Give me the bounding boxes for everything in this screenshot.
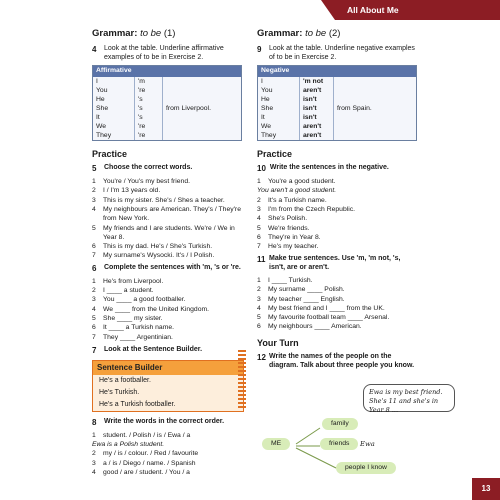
list-item: 1 He's from Liverpool. [92, 277, 164, 285]
builder-line: He's a Turkish footballer. [99, 400, 176, 408]
list-item: 3 My teacher ____ English. [257, 295, 345, 303]
list-item: 2 my / is / colour. / Red / favourite [92, 450, 199, 458]
diagram-friends: friends [320, 438, 358, 450]
list-item: 4 She's Polish. [257, 215, 308, 223]
rest-column: from Liverpool. [166, 104, 211, 112]
list-item: 1 I ____ Turkish. [257, 276, 313, 284]
list-item: 3 a / is / Diego / name. / Spanish [92, 459, 196, 467]
your-turn-heading: Your Turn [257, 337, 299, 348]
forms-column: 'm not aren't isn't isn't isn't aren't aren't [300, 77, 334, 140]
diagram-ewa: Ewa [360, 440, 375, 448]
right-column [257, 28, 417, 374]
decorative-stripes [238, 348, 246, 408]
exercise-11-list [257, 276, 417, 332]
list-item: 7 My surname's Wysocki. It's / I Polish. [92, 252, 215, 260]
list-item: 5 My favourite football team ____ Arsenal. [257, 314, 390, 322]
diagram-me: ME [262, 438, 290, 450]
list-item: 2 It's a Turkish name. [257, 196, 327, 204]
list-item: 5 My friends and I are students. We're / We in Year 8. [92, 224, 235, 241]
exercise-10: 10 Write the sentences in the negative. [257, 164, 389, 174]
negative-table [257, 65, 417, 140]
list-item: 5 She ____ my sister. [92, 314, 163, 322]
exercise-7: 7 Look at the Sentence Builder. [92, 345, 203, 355]
list-item: 4 My best friend and I ____ from the UK. [257, 304, 385, 312]
list-item: 1 You're a good student. [257, 178, 336, 186]
example-answer: Ewa is a Polish student. [92, 441, 165, 449]
rest-column: from Spain. [337, 104, 372, 112]
exercise-6-list [92, 277, 242, 342]
list-item: 1 student. / Polish / is / Ewa / a [92, 431, 191, 439]
list-item: 3 You ____ a good footballer. [92, 296, 186, 304]
left-column [92, 28, 242, 477]
exercise-9: 9 Look at the table. Underline negative examples of to be in Exercise 2. [257, 44, 415, 61]
exercise-5-list [92, 177, 242, 261]
exercise-11: 11 Make true sentences. Use 'm, 'm not, 's, isn't, are or aren't. [257, 255, 401, 272]
list-item: 7 They ____ Argentinian. [92, 333, 173, 341]
list-item: 6 My neighbours ____ American. [257, 323, 362, 331]
page-number: 13 [472, 478, 500, 500]
list-item: 1 You're / You's my best friend. [92, 178, 190, 186]
list-item: 3 This is my sister. She's / Shes a teacher. [92, 196, 225, 204]
builder-line: He's Turkish. [99, 388, 140, 396]
subjects-column: I You He She It We They [93, 77, 135, 140]
people-diagram [250, 412, 450, 480]
grammar-heading-1: Grammar: to be (1) [92, 28, 176, 39]
exercise-12: 12 Write the names of the people on the diagram. Talk about three people you know. [257, 353, 415, 369]
exercise-8-list [92, 431, 242, 477]
grammar-heading-2: Grammar: to be (2) [257, 28, 341, 39]
chapter-tab [335, 0, 500, 20]
list-item: 5 We're friends. [257, 224, 310, 232]
list-item: 4 We ____ from the United Kingdom. [92, 305, 210, 313]
builder-line: He's a footballer. [99, 376, 151, 384]
sentence-builder [92, 360, 244, 412]
table-header: Affirmative [93, 66, 241, 76]
list-item: 2 I / I'm 13 years old. [92, 187, 161, 195]
list-item: 6 They're in Year 8. [257, 233, 321, 241]
table-header: Negative [258, 66, 416, 76]
diagram-family: family [322, 418, 358, 430]
list-item: 3 I'm from the Czech Republic. [257, 206, 356, 213]
list-item: 4 good / are / student. / You / a [92, 469, 190, 477]
exercise-4: 4 Look at the table. Underline affirmative examples of to be in Exercise 2. [92, 44, 224, 61]
list-item: 2 My surname ____ Polish. [257, 286, 345, 294]
exercise-8: 8 Write the words in the correct order. [92, 417, 225, 427]
example-answer: You aren't a good student. [257, 187, 337, 195]
list-item: 6 This is my dad. He's / She's Turkish. [92, 243, 213, 251]
exercise-5: 5 Choose the correct words. [92, 164, 193, 174]
diagram-people: people I know [336, 462, 396, 474]
practice-heading: Practice [92, 148, 128, 159]
forms-column: 'm 're 's 's 's 're 're [135, 77, 163, 140]
sentence-builder-title: Sentence Builder [93, 361, 243, 375]
subjects-column: I You He She It We They [258, 77, 300, 140]
speech-bubble: Ewa is my best friend. She's 11 and she's in Year 8 ... [363, 384, 455, 412]
exercise-6: 6 Complete the sentences with 'm, 's or 're. [92, 263, 241, 273]
practice-heading: Practice [257, 148, 293, 159]
exercise-10-list [257, 177, 417, 251]
affirmative-table [92, 65, 242, 140]
list-item: 4 My neighbours are American. They's / They're from New York. [92, 206, 241, 223]
chapter-title: All About Me [347, 4, 399, 15]
list-item: 2 I ____ a student. [92, 287, 154, 295]
list-item: 6 It ____ a Turkish name. [92, 324, 175, 332]
list-item: 7 He's my teacher. [257, 243, 319, 251]
